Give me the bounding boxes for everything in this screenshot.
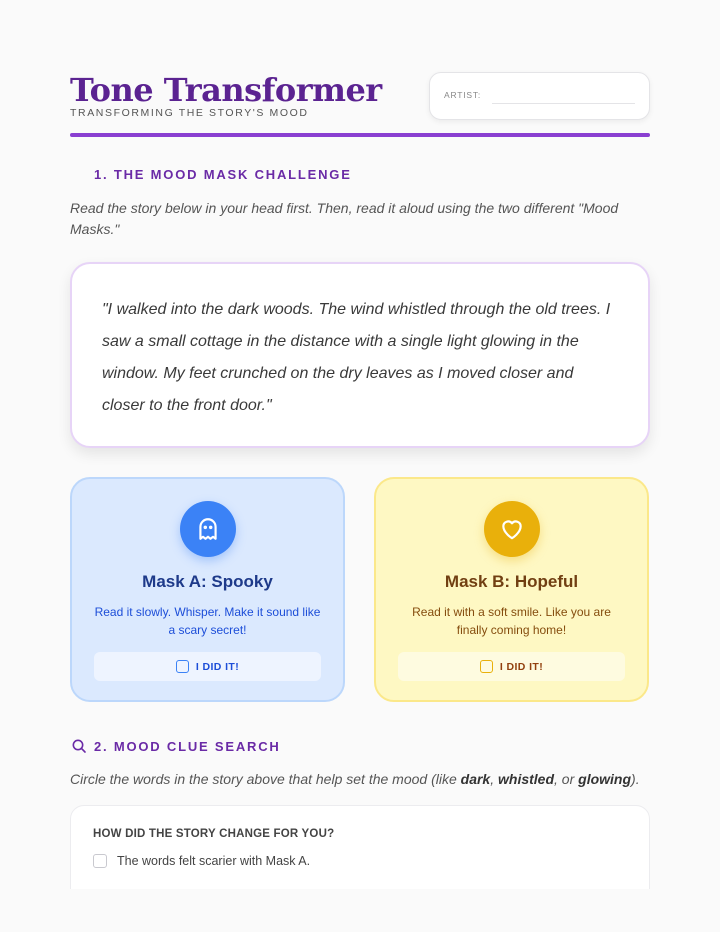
instr-text: ). bbox=[631, 771, 640, 787]
section-heading-mood-mask: 1. THE MOOD MASK CHALLENGE bbox=[94, 167, 352, 182]
did-it-button-spooky[interactable] bbox=[94, 652, 321, 681]
clue-instructions bbox=[70, 769, 670, 790]
section-heading-mood-clue: 2. MOOD CLUE SEARCH bbox=[94, 739, 281, 754]
checkbox[interactable] bbox=[480, 660, 493, 673]
heart-icon bbox=[484, 501, 540, 557]
clue-word: glowing bbox=[578, 771, 632, 787]
checkbox[interactable] bbox=[176, 660, 189, 673]
mask-card-hopeful bbox=[374, 477, 649, 702]
mask-title: Mask A: Spooky bbox=[142, 572, 273, 591]
checkbox[interactable] bbox=[93, 854, 107, 868]
page-title: Tone Transformer bbox=[70, 71, 382, 109]
clue-word: dark bbox=[460, 771, 491, 787]
artist-label: ARTIST: bbox=[444, 90, 482, 100]
page-subtitle: TRANSFORMING THE STORY'S MOOD bbox=[70, 107, 309, 119]
search-icon bbox=[71, 738, 87, 754]
ghost-icon bbox=[180, 501, 236, 557]
mask-title: Mask B: Hopeful bbox=[444, 572, 579, 591]
did-it-button-hopeful[interactable] bbox=[398, 652, 625, 681]
instr-text: , or bbox=[554, 771, 579, 787]
header-divider bbox=[70, 133, 650, 137]
reflection-option-label: The words felt scarier with Mask A. bbox=[117, 854, 311, 868]
mask-card-spooky bbox=[70, 477, 345, 702]
instr-text: Circle the words in the story above that help set the mood (like bbox=[70, 771, 461, 787]
page-bottom-edge bbox=[0, 889, 720, 932]
mask-description: Read it slowly. Whisper. Make it sound like a scary secret! bbox=[94, 605, 321, 637]
story-card bbox=[70, 262, 650, 448]
clue-word: whistled bbox=[498, 771, 555, 787]
artist-input-line[interactable] bbox=[492, 103, 635, 104]
did-it-label: I DID IT! bbox=[499, 660, 544, 673]
instr-text: , bbox=[490, 771, 498, 787]
section-instructions: Read the story below in your head first. Then, read it aloud using the two different "Mood Masks." bbox=[70, 200, 619, 237]
did-it-label: I DID IT! bbox=[195, 660, 240, 673]
mask-description: Read it with a soft smile. Like you are finally coming home! bbox=[412, 605, 611, 637]
story-text: "I walked into the dark woods. The wind whistled through the old trees. I saw a small cottage in the distance with a single light glowing in the window. My feet crunched on the dry leaves as I moved closer and closer to the front door." bbox=[102, 301, 611, 414]
page-header bbox=[70, 70, 650, 138]
artist-field[interactable] bbox=[429, 72, 650, 120]
reflection-title: HOW DID THE STORY CHANGE FOR YOU? bbox=[93, 828, 335, 840]
reflection-option[interactable] bbox=[93, 854, 627, 868]
